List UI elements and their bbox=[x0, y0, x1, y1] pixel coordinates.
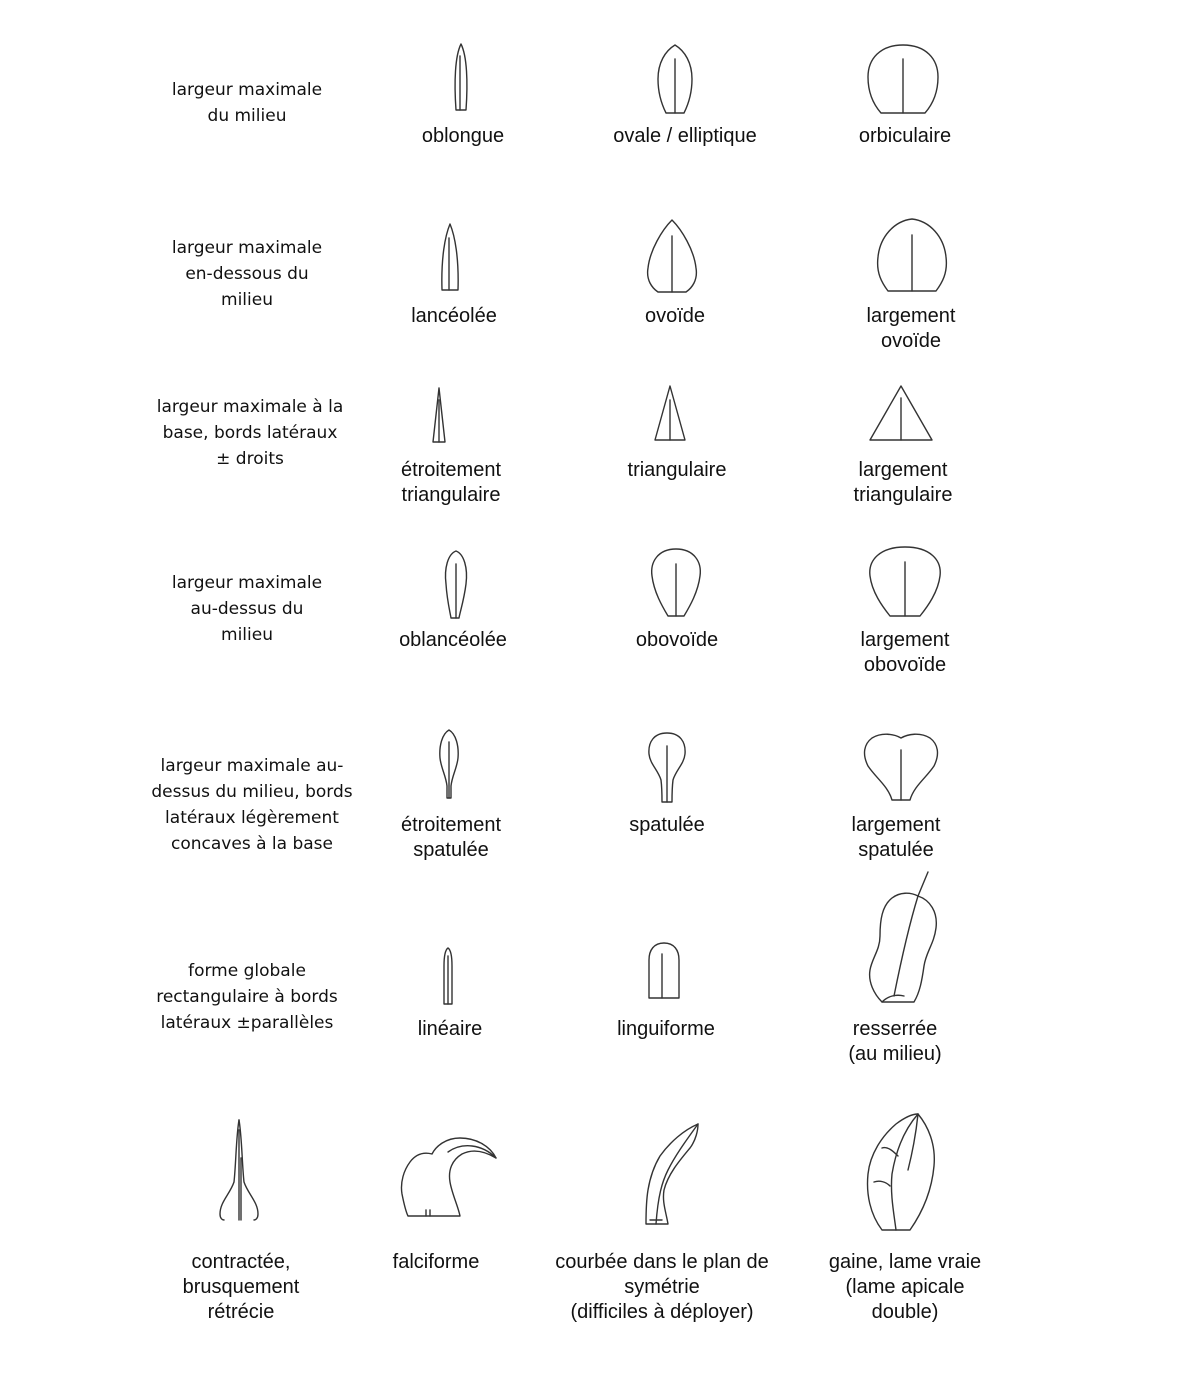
falcate-leaf-icon bbox=[396, 1130, 502, 1222]
shape-label-falciforme: falciforme bbox=[392, 1251, 480, 1273]
linear-leaf-icon bbox=[440, 946, 456, 1008]
shape-label-largement-triangulaire: largement triangulaire bbox=[853, 459, 953, 506]
shape-label-ovoide: ovoïde bbox=[644, 305, 706, 327]
narrow-spatulate-leaf-icon bbox=[434, 728, 464, 800]
row-5-description: largeur maximale au- dessus du milieu, bords latéraux légèrement concaves à la base bbox=[151, 756, 353, 854]
shape-label-gaine: gaine, lame vraie (lame apicale double) bbox=[828, 1251, 982, 1323]
lingulate-leaf-icon bbox=[644, 940, 684, 1002]
orbicular-leaf-icon bbox=[860, 42, 946, 116]
broadly-spatulate-leaf-icon bbox=[860, 730, 942, 804]
row-2-description: largeur maximale en-dessous du milieu bbox=[171, 238, 323, 310]
spatulate-leaf-icon bbox=[644, 730, 690, 804]
broadly-obovate-leaf-icon bbox=[864, 544, 946, 620]
row-3-description: largeur maximale à la base, bords latéraux ± droits bbox=[156, 397, 344, 469]
shape-label-linguiforme: linguiforme bbox=[617, 1018, 715, 1040]
shape-label-etroitement-triangulaire: étroitement triangulaire bbox=[400, 459, 502, 506]
shape-label-oblongue: oblongue bbox=[421, 125, 505, 147]
shape-label-etroitement-spatulee: étroitement spatulée bbox=[400, 814, 502, 861]
ovate-leaf-icon bbox=[642, 218, 702, 294]
broadly-ovate-leaf-icon bbox=[870, 217, 954, 293]
shape-label-resserree: resserrée (au milieu) bbox=[848, 1018, 942, 1065]
shape-label-largement-spatulee: largement spatulée bbox=[851, 814, 941, 861]
shape-label-triangulaire: triangulaire bbox=[627, 459, 727, 481]
oblong-leaf-icon bbox=[446, 42, 476, 114]
shape-label-lanceolee: lancéolée bbox=[411, 305, 497, 327]
shape-label-oblanceolee: oblancéolée bbox=[399, 629, 507, 651]
shape-label-largement-obovoide: largement obovoïde bbox=[860, 629, 950, 676]
shape-label-courbee: courbée dans le plan de symétrie (difficiles à déployer) bbox=[555, 1251, 769, 1323]
contracted-leaf-icon bbox=[214, 1118, 264, 1224]
lanceolate-leaf-icon bbox=[436, 222, 464, 294]
row-4-description: largeur maximale au-dessus du milieu bbox=[171, 573, 323, 645]
triangular-leaf-icon bbox=[651, 384, 689, 444]
shape-label-contractee: contractée, brusquement rétrécie bbox=[182, 1251, 300, 1323]
constricted-leaf-icon bbox=[858, 866, 948, 1010]
elliptic-leaf-icon bbox=[650, 43, 700, 115]
shape-label-obovoide: obovoïde bbox=[635, 629, 719, 651]
sheathing-leaf-icon bbox=[862, 1110, 942, 1234]
narrow-triangular-leaf-icon bbox=[428, 386, 450, 446]
row-1-description: largeur maximale du milieu bbox=[171, 80, 323, 126]
shape-label-ovale-elliptique: ovale / elliptique bbox=[613, 125, 757, 147]
shape-label-spatulee: spatulée bbox=[629, 814, 705, 836]
shape-label-lineaire: linéaire bbox=[417, 1018, 483, 1040]
shape-label-largement-ovoide: largement ovoïde bbox=[866, 305, 956, 352]
shape-label-orbiculaire: orbiculaire bbox=[858, 125, 952, 147]
curved-leaf-icon bbox=[628, 1120, 708, 1228]
oblanceolate-leaf-icon bbox=[438, 548, 474, 622]
obovate-leaf-icon bbox=[646, 546, 706, 620]
broadly-triangular-leaf-icon bbox=[866, 384, 936, 444]
row-6-description: forme globale rectangulaire à bords latéraux ±parallèles bbox=[156, 961, 338, 1033]
